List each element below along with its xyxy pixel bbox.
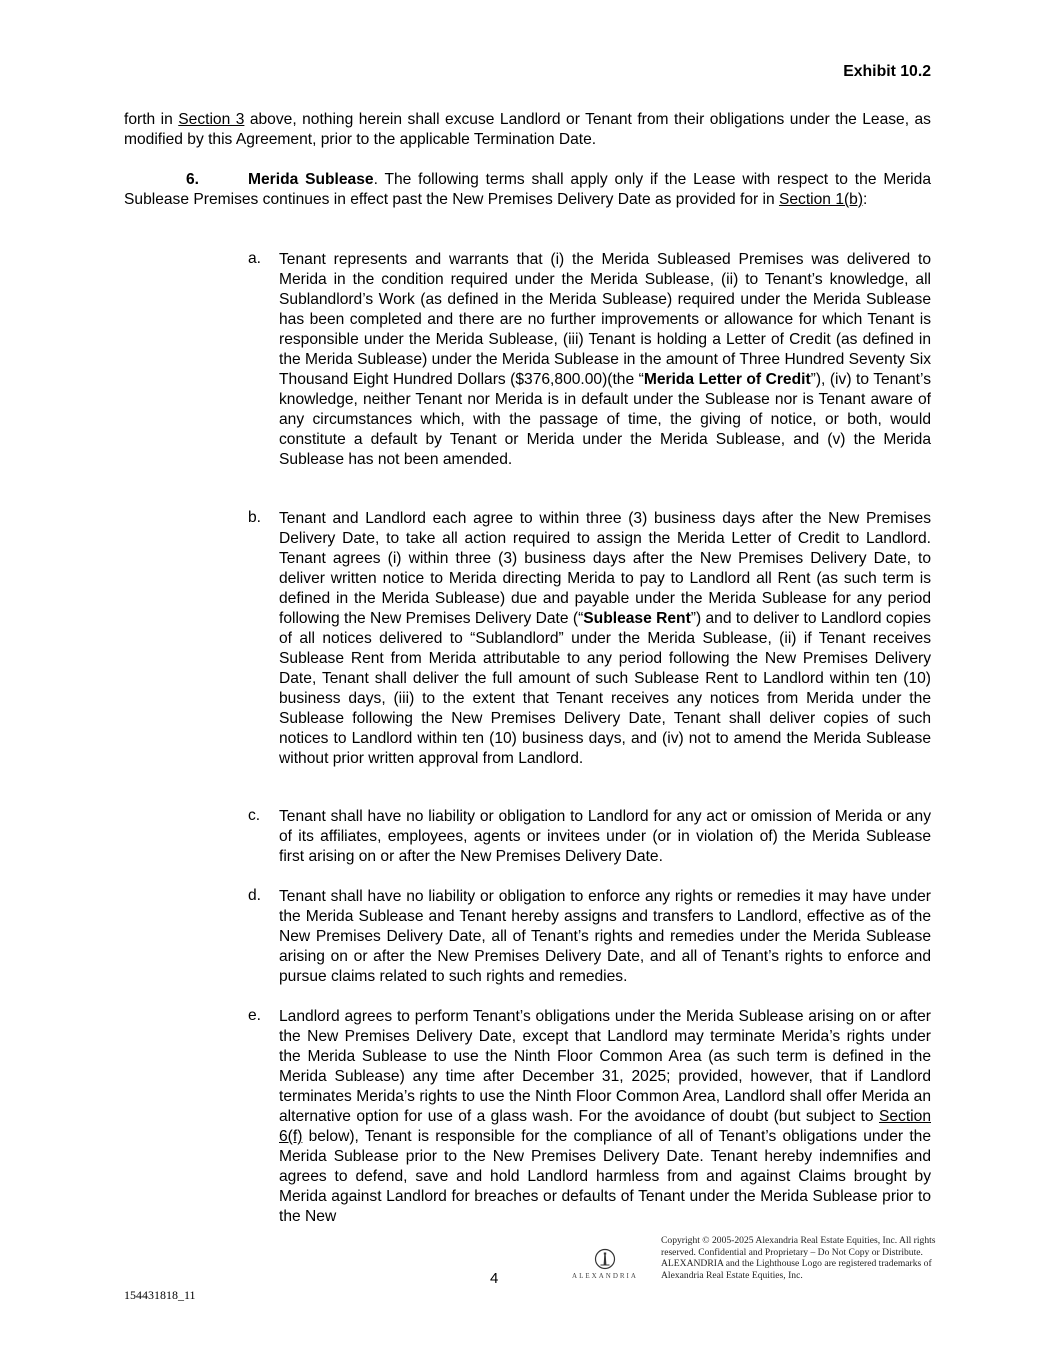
item-b-text-2: ”) and to deliver to Landlord copies of all notices delivered to “Sublandlord” under the Merida Sublease, (ii) if Tenant receives Sublease Rent from Merida attributable to any period following the New Premises Delivery Date, Tenant shall deliver the full amount of such Sublease Rent to Landlord within ten (10) business days, (iii) to the extent that Tenant receives any notices from Merida under the Sublease following the New Premises Delivery Date, Tenant shall deliver copies of such notices to Landlord within ten (10) business days, and (iv) not to amend the Merida Sublease without prior written approval from Landlord. bbox=[279, 610, 931, 767]
item-c-body: Tenant shall have no liability or obligation to Landlord for any act or omission of Merida or any of its affiliates, employees, agents or invitees under (or in violation of) the Merida Sublease first arising on or after the New Premises Delivery Date. bbox=[279, 808, 931, 865]
page-number: 4 bbox=[490, 1270, 499, 1287]
item-e-letter: e. bbox=[248, 1007, 262, 1024]
intro-text-before: forth in bbox=[124, 111, 179, 128]
section-6-paragraph bbox=[124, 170, 931, 210]
item-e-body bbox=[279, 1007, 931, 1227]
item-b-body bbox=[279, 509, 931, 769]
copyright-notice: Copyright © 2005-2025 Alexandria Real Estate Equities, Inc. All rights reserved. Confidential and Proprietary – Do Not Copy or Distribute. ALEXANDRIA and the Lighthouse Logo are registered trademarks of Alexandria Real Estate Equities, Inc. bbox=[661, 1235, 936, 1281]
intro-text-after: above, nothing herein shall excuse Landlord or Tenant from their obligations under the Lease, as modified by this Agreement, prior to the applicable Termination Date. bbox=[124, 111, 931, 148]
item-d-body: Tenant shall have no liability or obligation to enforce any rights or remedies it may have under the Merida Sublease and Tenant hereby assigns and transfers to Landlord, effective as of the New Premises Delivery Date, all of Tenant’s rights and remedies under the Merida Sublease arising on or after the New Premises Delivery Date, and all of Tenant’s rights to enforce and pursue claims related to such rights and remedies. bbox=[279, 888, 931, 985]
logo-wordmark: ALEXANDRIA bbox=[572, 1272, 638, 1280]
item-a-letter: a. bbox=[248, 250, 262, 267]
section-6f-reference: Section 6(f) bbox=[279, 1108, 931, 1145]
list-item-e bbox=[248, 1007, 931, 1227]
alexandria-logo bbox=[565, 1248, 645, 1280]
section-6-end: : bbox=[863, 191, 868, 208]
item-a-text-2: ”), (iv) to Tenant’s knowledge, neither Tenant nor Merida is in default under the Sublease nor is Tenant aware of any circumstances which, with the passage of time, the giving of notice, or both, would constitute a default by Tenant or Merida under the Merida Sublease, and (v) the Merida Sublease has not been amended. bbox=[279, 371, 931, 468]
document-id: 154431818_11 bbox=[124, 1288, 196, 1302]
merida-letter-of-credit-term: Merida Letter of Credit bbox=[643, 371, 811, 388]
list-item-c bbox=[248, 807, 931, 867]
sublease-rent-term: Sublease Rent bbox=[583, 610, 691, 627]
section-6-title: Merida Sublease bbox=[248, 171, 374, 188]
section-3-reference: Section 3 bbox=[178, 111, 245, 128]
item-e-text-2: below), Tenant is responsible for the compliance of all of Tenant’s obligations under the Merida Sublease prior to the New Premises Delivery Date. Tenant hereby indemnifies and agrees to defend, save and hold Landlord harmless from and against Claims brought by Merida against Landlord for breaches or defaults of Tenant under the Merida Sublease prior to the New bbox=[279, 1128, 931, 1225]
item-b-text-1: Tenant and Landlord each agree to within three (3) business days after the New Premises Delivery Date, to take all action required to assign the Merida Letter of Credit to Landlord. Tenant agrees (i) within three (3) business days after the New Premises Delivery Date, to deliver written notice to Merida directing Merida to pay to Landlord all Rent (as such term is defined in the Merida Sublease) due and payable under the Merida Sublease for any period following the New Premises Delivery Date (“ bbox=[279, 510, 931, 627]
item-a-body bbox=[279, 250, 931, 470]
item-b-letter: b. bbox=[248, 509, 262, 526]
section-1b-reference: Section 1(b) bbox=[778, 191, 864, 208]
item-a-text-1: Tenant represents and warrants that (i) the Merida Subleased Premises was delivered to Merida in the condition required under the Merida Sublease, (ii) to Tenant’s knowledge, all Sublandlord’s Work (as defined in the Merida Sublease) required under the Merida Sublease has been completed and there are no further improvements or allowance for which Tenant is responsible under the Merida Sublease, (iii) Tenant is holding a Letter of Credit (as defined in the Merida Sublease) under the Merida Sublease in the amount of Three Hundred Seventy Six Thousand Eight Hundred Dollars ($376,800.00)(the “ bbox=[279, 251, 931, 388]
lighthouse-icon bbox=[594, 1248, 616, 1270]
list-item-a bbox=[248, 250, 931, 470]
item-d-letter: d. bbox=[248, 887, 262, 904]
exhibit-label: Exhibit 10.2 bbox=[843, 63, 931, 80]
item-e-text-1: Landlord agrees to perform Tenant’s obligations under the Merida Sublease arising on or after the New Premises Delivery Date, except that Landlord may terminate Merida’s rights under the Merida Sublease to use the Ninth Floor Common Area (as such term is defined in the Merida Sublease) any time after December 31, 2025; provided, however, that if Landlord terminates Merida’s rights to use the Ninth Floor Common Area, Landlord shall offer Merida an alternative option for use of a glass wash. For the avoidance of doubt (but subject to bbox=[279, 1008, 931, 1125]
section-6-text: . The following terms shall apply only if the Lease with respect to the Merida Sublease Premises continues in effect past the New Premises Delivery Date as provided for in bbox=[124, 171, 931, 208]
list-item-d bbox=[248, 887, 931, 987]
section-6-number: 6. bbox=[186, 171, 200, 188]
list-item-b bbox=[248, 509, 931, 769]
intro-paragraph bbox=[124, 110, 931, 150]
item-c-letter: c. bbox=[248, 807, 261, 824]
